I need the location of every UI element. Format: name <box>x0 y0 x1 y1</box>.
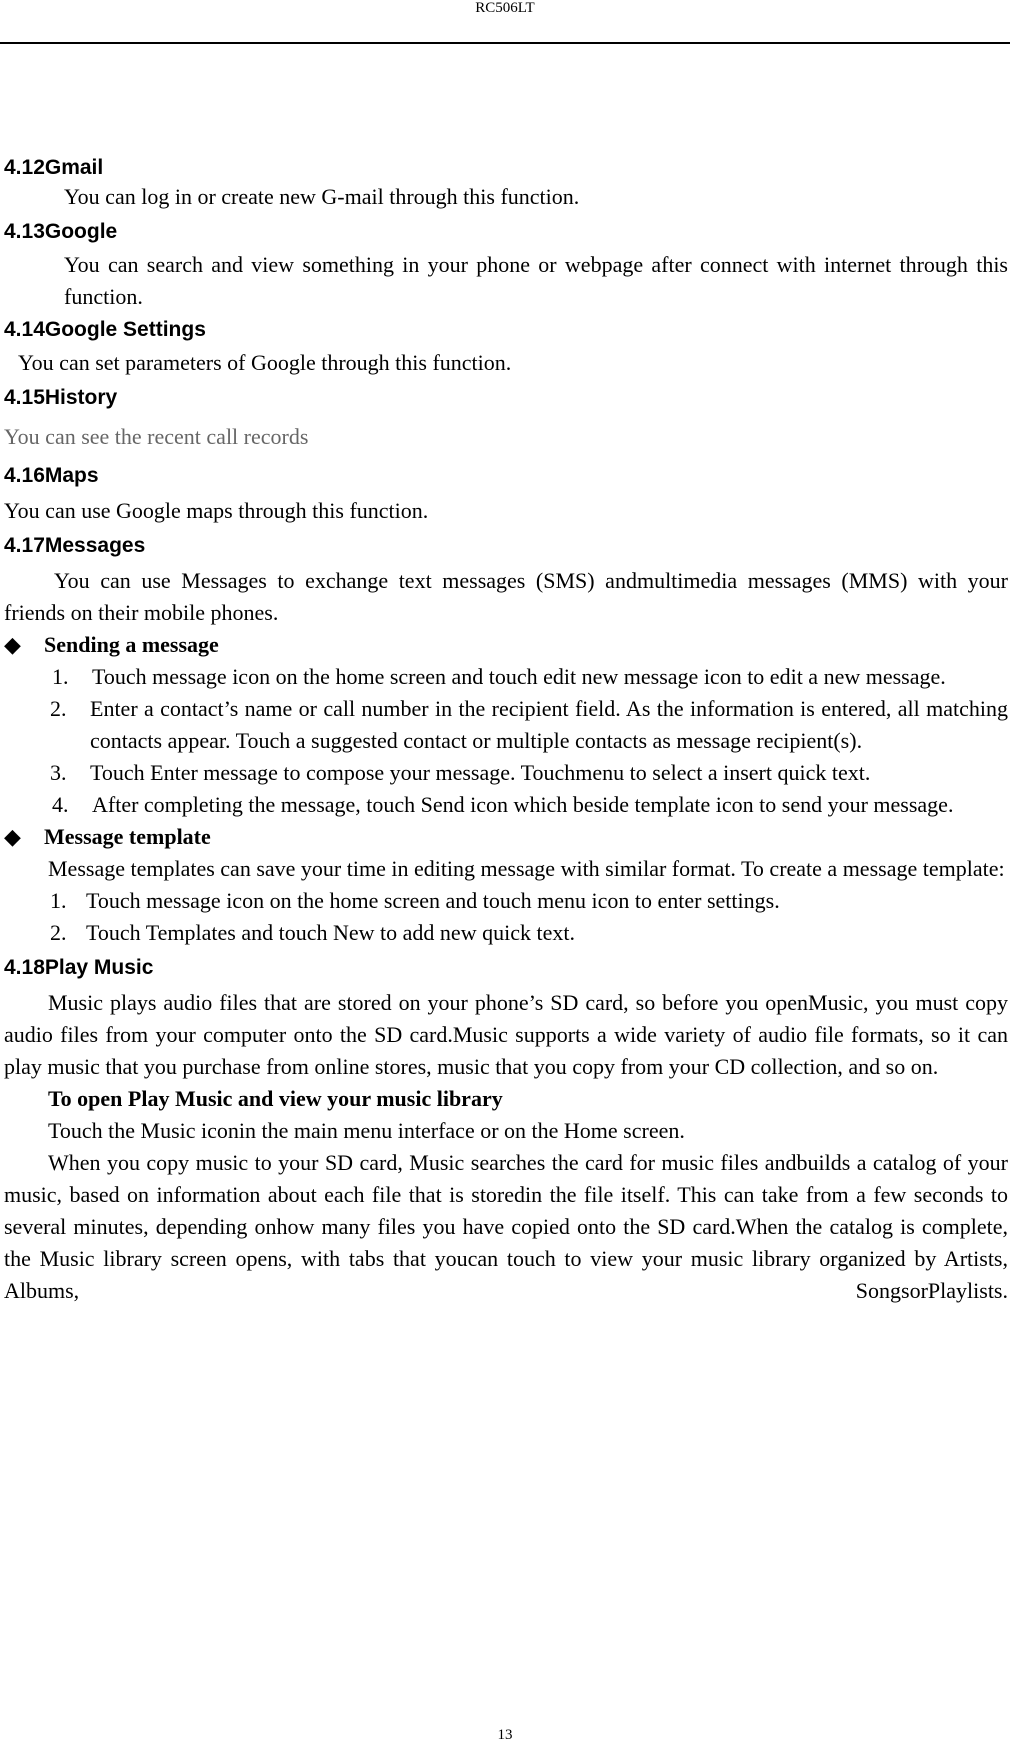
music-paragraph-1: Music plays audio files that are stored on your phone’s SD card, so before you openMusic, you must copy audio files from your computer onto the SD card.Music supports a wide variety of audio file formats, so it can play music that you purchase from online stores, music that you copy from your CD collection, and so on. <box>4 990 1008 1079</box>
diamond-bullet-icon: ◆ <box>4 824 21 849</box>
music-paragraph-2: Touch the Music iconin the main menu interface or on the Home screen. <box>48 1118 685 1143</box>
step-number: 2. <box>50 696 67 721</box>
heading-4-16: 4.16Maps <box>4 464 99 487</box>
template-step-1 <box>4 885 1008 917</box>
step-number: 1. <box>52 664 69 689</box>
step-text: After completing the message, touch Send icon which beside template icon to send your message. <box>92 792 954 817</box>
sending-step-3 <box>4 757 1008 789</box>
sending-step-4 <box>4 789 1008 821</box>
heading-4-13: 4.13Google <box>4 220 118 243</box>
running-header: RC506LT <box>475 0 535 16</box>
template-title: Message template <box>44 824 211 849</box>
page-body <box>4 155 1008 1307</box>
history-paragraph: You can see the recent call records <box>4 424 309 449</box>
music-paragraph-3: When you copy music to your SD card, Music searches the card for music files andbuilds a catalog of your music, based on information about each file that is storedin the file itself. This can take from a few seconds to several minutes, depending onhow many files you have copied onto the SD card.When the catalog is complete, the Music library screen opens, with tabs that youcan touch to view your music library organized by Artists, Albums, SongsorPlaylists. <box>4 1150 1008 1303</box>
sending-step-2 <box>4 693 1008 757</box>
bullet-message-template <box>4 821 1008 853</box>
step-text: Touch Templates and touch New to add new quick text. <box>86 920 575 945</box>
sending-title: Sending a message <box>44 632 219 657</box>
header-rule <box>0 42 1010 44</box>
messages-intro: You can use Messages to exchange text messages (SMS) andmultimedia messages (MMS) with your friends on their mobile phones. <box>4 568 1008 625</box>
google-settings-paragraph: You can set parameters of Google through this function. <box>18 350 512 375</box>
step-text: Touch Enter message to compose your message. Touchmenu to select a insert quick text. <box>90 760 871 785</box>
heading-4-18: 4.18Play Music <box>4 956 154 979</box>
maps-paragraph: You can use Google maps through this function. <box>4 498 429 523</box>
gmail-paragraph: You can log in or create new G-mail through this function. <box>64 184 580 209</box>
step-text: Touch message icon on the home screen and touch menu icon to enter settings. <box>86 888 780 913</box>
step-number: 4. <box>52 792 69 817</box>
page-number: 13 <box>497 1727 513 1743</box>
step-number: 1. <box>50 888 67 913</box>
bullet-sending-message <box>4 629 1008 661</box>
heading-4-15: 4.15History <box>4 386 118 409</box>
step-text: Touch message icon on the home screen and touch edit new message icon to edit a new message. <box>92 664 946 689</box>
sending-step-1 <box>4 661 1008 693</box>
heading-4-14: 4.14Google Settings <box>4 318 206 341</box>
template-step-2 <box>4 917 1008 949</box>
google-paragraph: You can search and view something in your phone or webpage after connect with internet through this function. <box>64 252 1008 309</box>
step-text: Enter a contact’s name or call number in the recipient field. As the information is entered, all matching contacts appear. Touch a suggested contact or multiple contacts as message recipient(s). <box>90 696 1008 753</box>
template-intro: Message templates can save your time in editing message with similar format. To create a message template: <box>48 856 1005 881</box>
step-number: 3. <box>50 760 67 785</box>
heading-4-12: 4.12Gmail <box>4 156 104 179</box>
music-subheading: To open Play Music and view your music library <box>48 1086 503 1111</box>
step-number: 2. <box>50 920 67 945</box>
diamond-bullet-icon: ◆ <box>4 632 21 657</box>
heading-4-17: 4.17Messages <box>4 534 146 557</box>
